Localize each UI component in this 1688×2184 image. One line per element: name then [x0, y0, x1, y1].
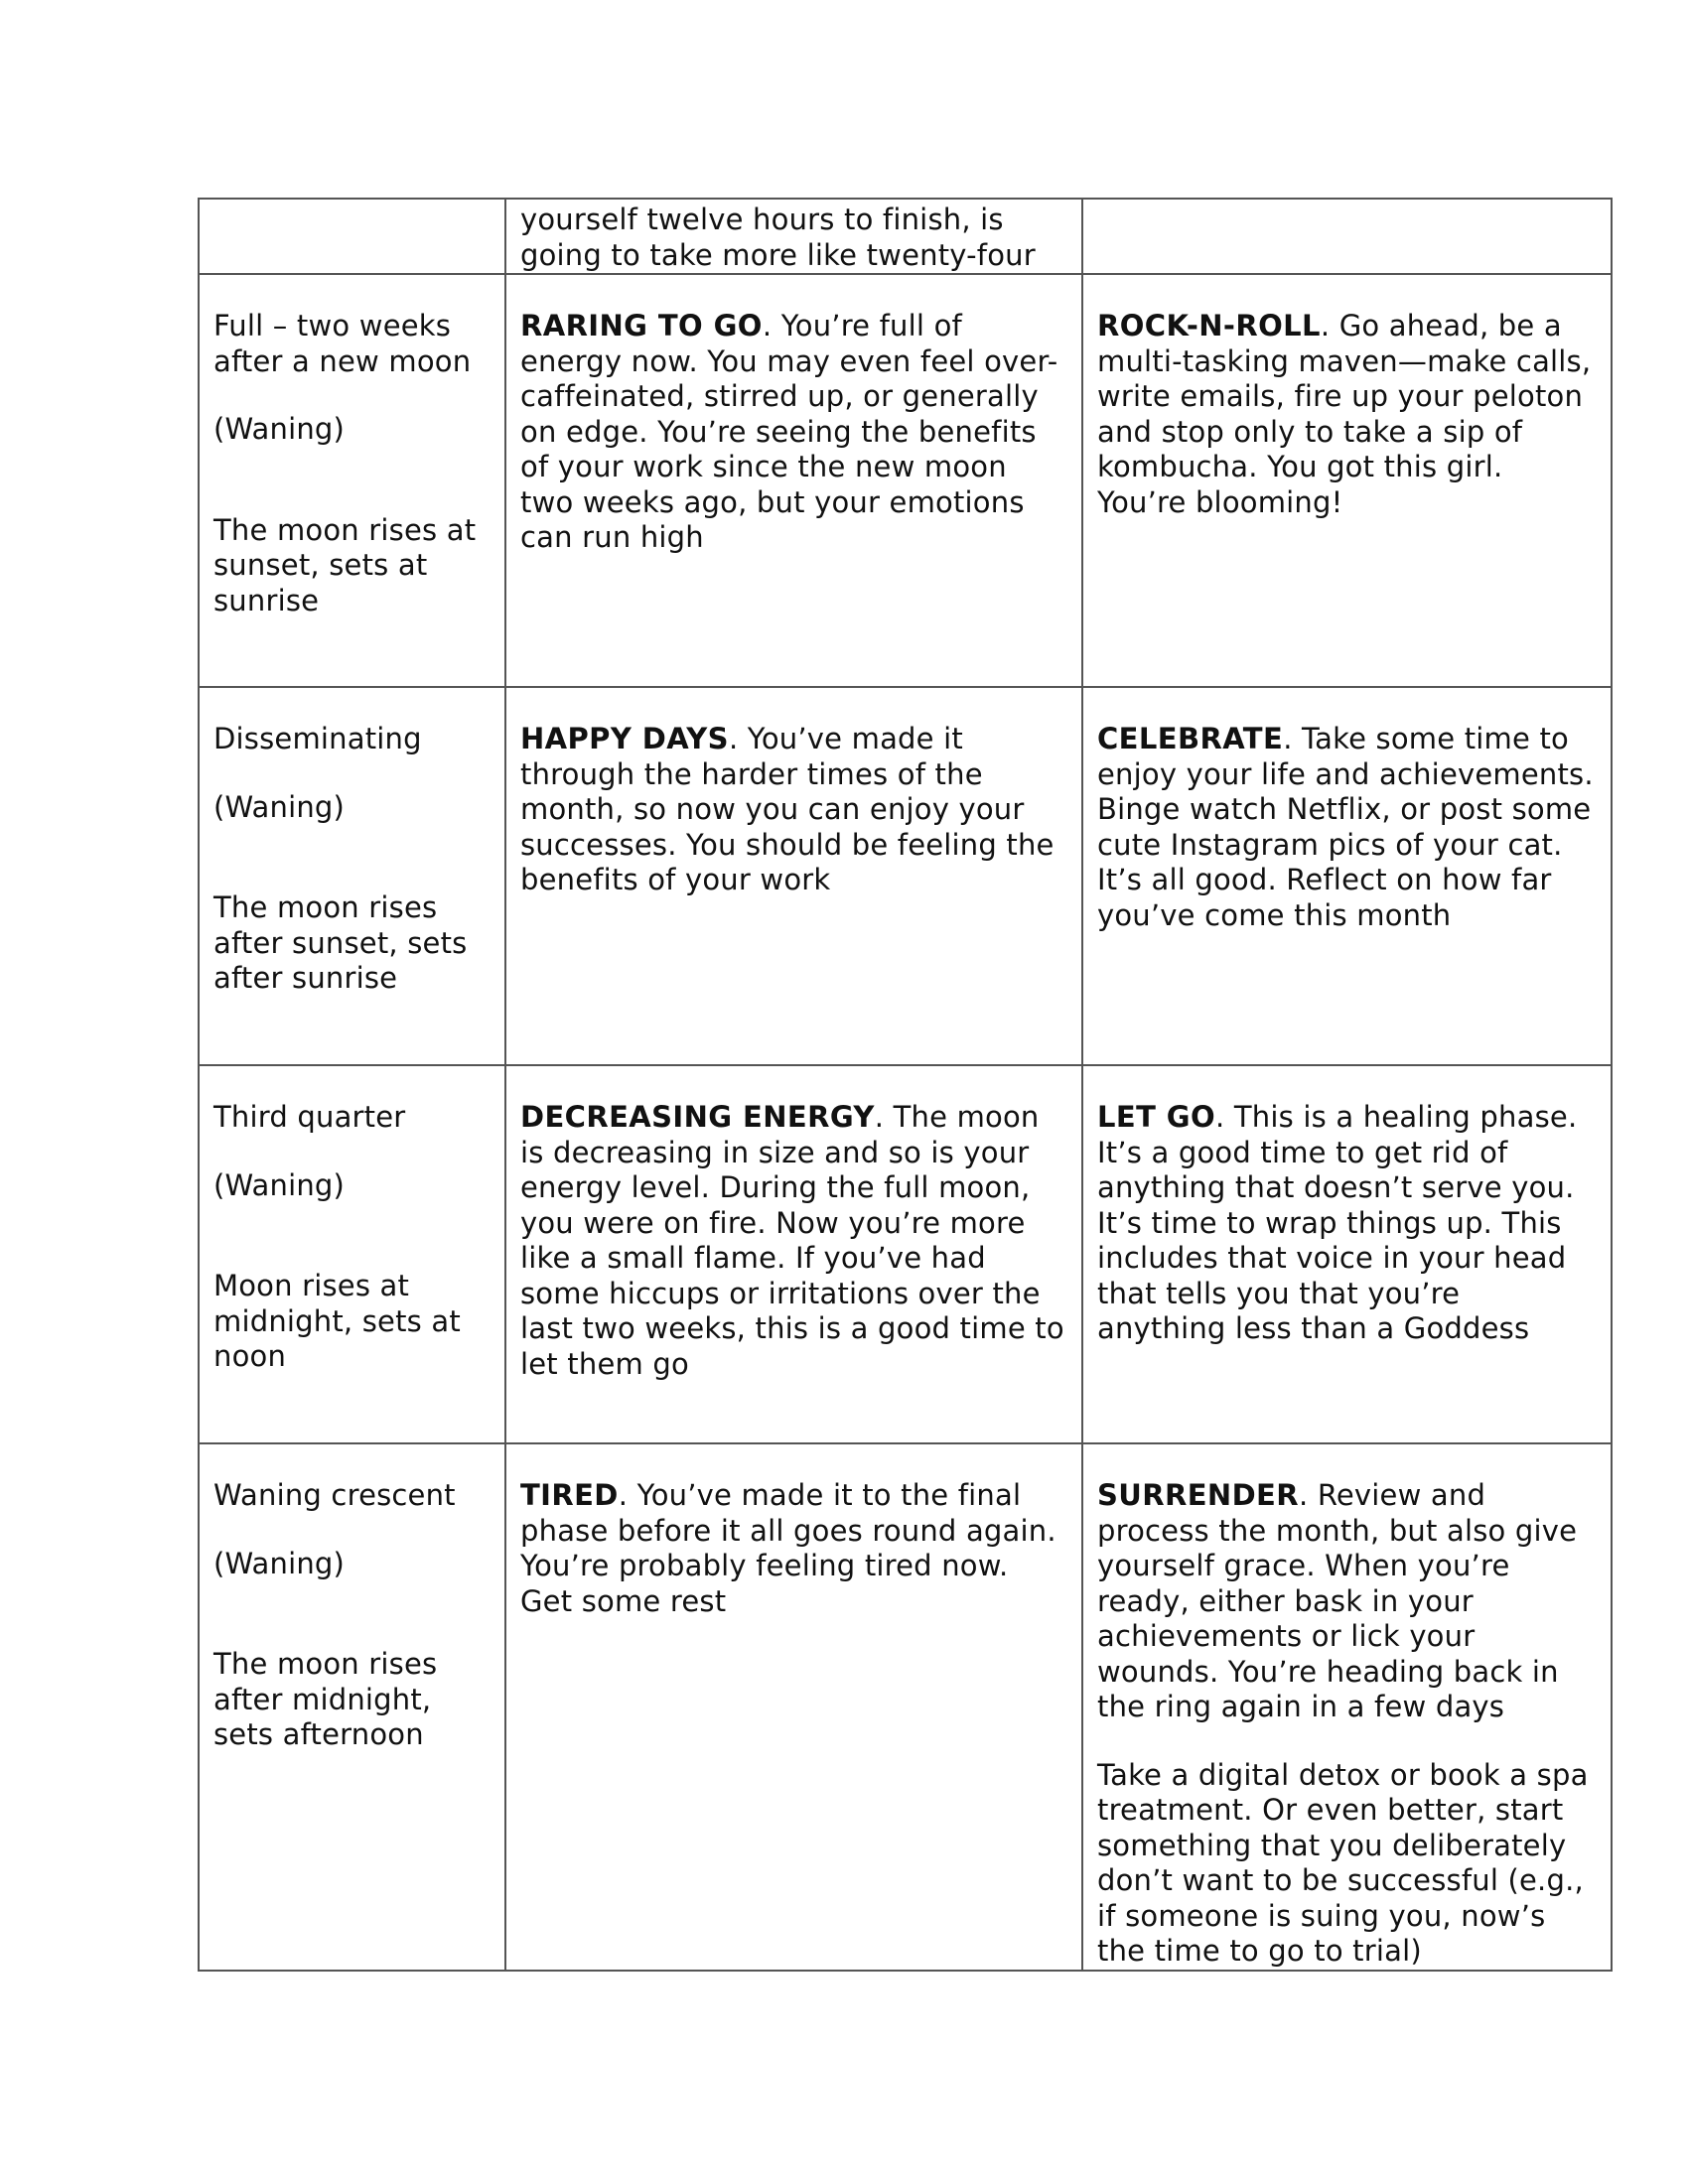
effect-cell: [505, 199, 1082, 274]
effect-keyword: HAPPY DAYS: [520, 722, 729, 755]
effect-keyword: TIRED: [520, 1478, 619, 1512]
rise-set-text: The moon rises after midnight, sets afternoon: [213, 1647, 438, 1751]
effect-paragraph: [520, 722, 1067, 898]
advice-keyword: CELEBRATE: [1097, 722, 1284, 755]
phase-cell: [199, 1065, 505, 1443]
advice-paragraph: [1097, 1478, 1597, 1725]
advice-text: . Go ahead, be a multi-tasking maven—make calls, write emails, fire up your peloton and stop only to take a sip of kombucha. You got this girl. You’re blooming!: [1097, 309, 1592, 519]
advice-keyword: ROCK-N-ROLL: [1097, 309, 1321, 342]
effect-paragraph: [520, 309, 1067, 556]
advice-cell: [1082, 199, 1612, 274]
table-row-full-moon: [199, 274, 1612, 687]
phase-type: (Waning): [213, 1167, 346, 1202]
effect-keyword: RARING TO GO: [520, 309, 763, 342]
advice-text: . This is a healing phase. It’s a good time to get rid of anything that doesn’t serve you. It’s time to wrap things up. This includes that voice in your head that tells you that you’re anything less than a Goddess: [1097, 1100, 1578, 1345]
phase-cell: [199, 274, 505, 687]
phase-type: (Waning): [213, 1546, 346, 1580]
effect-keyword: DECREASING ENERGY: [520, 1100, 875, 1134]
advice-cell: [1082, 687, 1612, 1065]
advice-cell: [1082, 274, 1612, 687]
phase-cell: [199, 199, 505, 274]
advice-text: . Review and process the month, but also give yourself grace. When you’re ready, either bask in your achievements or lick your wounds. You’re heading back in the ring again in a few days: [1097, 1478, 1578, 1723]
table-row-waning-crescent: [199, 1443, 1612, 1971]
phase-cell: [199, 687, 505, 1065]
effect-paragraph: [520, 1478, 1067, 1619]
advice-keyword: SURRENDER: [1097, 1478, 1299, 1512]
advice-paragraph: [1097, 1100, 1597, 1347]
rise-set-text: The moon rises after sunset, sets after sunrise: [213, 890, 468, 995]
effect-text: . The moon is decreasing in size and so is your energy level. During the full moon, you were on fire. Now you’re more like a small flame. If you’ve had some hiccups or irritations over the last two weeks, this is a good time to let them go: [520, 1100, 1064, 1381]
effect-cell: [505, 687, 1082, 1065]
advice-text: . Take some time to enjoy your life and achievements. Binge watch Netflix, or post some cute Instagram pics of your cat. It’s all good. Reflect on how far you’ve come this month: [1097, 722, 1594, 932]
rise-set-text: Moon rises at midnight, sets at noon: [213, 1269, 461, 1373]
effect-cell: [505, 1443, 1082, 1971]
effect-cell: [505, 1065, 1082, 1443]
phase-name: Disseminating: [213, 722, 422, 755]
effect-text: yourself twelve hours to finish, is going to take more like twenty-four: [520, 203, 1036, 272]
effect-paragraph: [520, 1100, 1067, 1382]
phase-name: Full – two weeks after a new moon: [213, 309, 472, 378]
phase-name: Third quarter: [213, 1100, 406, 1134]
advice-cell: [1082, 1065, 1612, 1443]
phase-type: (Waning): [213, 789, 346, 824]
phase-cell: [199, 1443, 505, 1971]
effect-text: . You’ve made it to the final phase before it all goes round again. You’re probably feeling tired now. Get some rest: [520, 1478, 1056, 1618]
moon-phase-table: [198, 198, 1613, 1972]
table-row-third-quarter: [199, 1065, 1612, 1443]
rise-set-text: The moon rises at sunset, sets at sunrise: [213, 512, 477, 617]
effect-text: . You’re full of energy now. You may even feel over-caffeinated, stirred up, or generally on edge. You’re seeing the benefits of your work since the new moon two weeks ago, but your emotions can run high: [520, 309, 1058, 554]
advice-keyword: LET GO: [1097, 1100, 1216, 1134]
advice-cell: [1082, 1443, 1612, 1971]
advice-paragraph: [1097, 309, 1597, 520]
phase-type: (Waning): [213, 412, 346, 446]
phase-name: Waning crescent: [213, 1478, 456, 1512]
effect-text: . You’ve made it through the harder times of the month, so now you can enjoy your successes. You should be feeling the benefits of your work: [520, 722, 1055, 896]
advice-paragraph: [1097, 722, 1597, 933]
table-row-disseminating: [199, 687, 1612, 1065]
effect-cell: [505, 274, 1082, 687]
table-row-continuation: [199, 199, 1612, 274]
advice-paragraph-2: Take a digital detox or book a spa treatment. Or even better, start something that you deliberately don’t want to be successful (e.g., if someone is suing you, now’s the time to go to trial): [1097, 1757, 1589, 1968]
